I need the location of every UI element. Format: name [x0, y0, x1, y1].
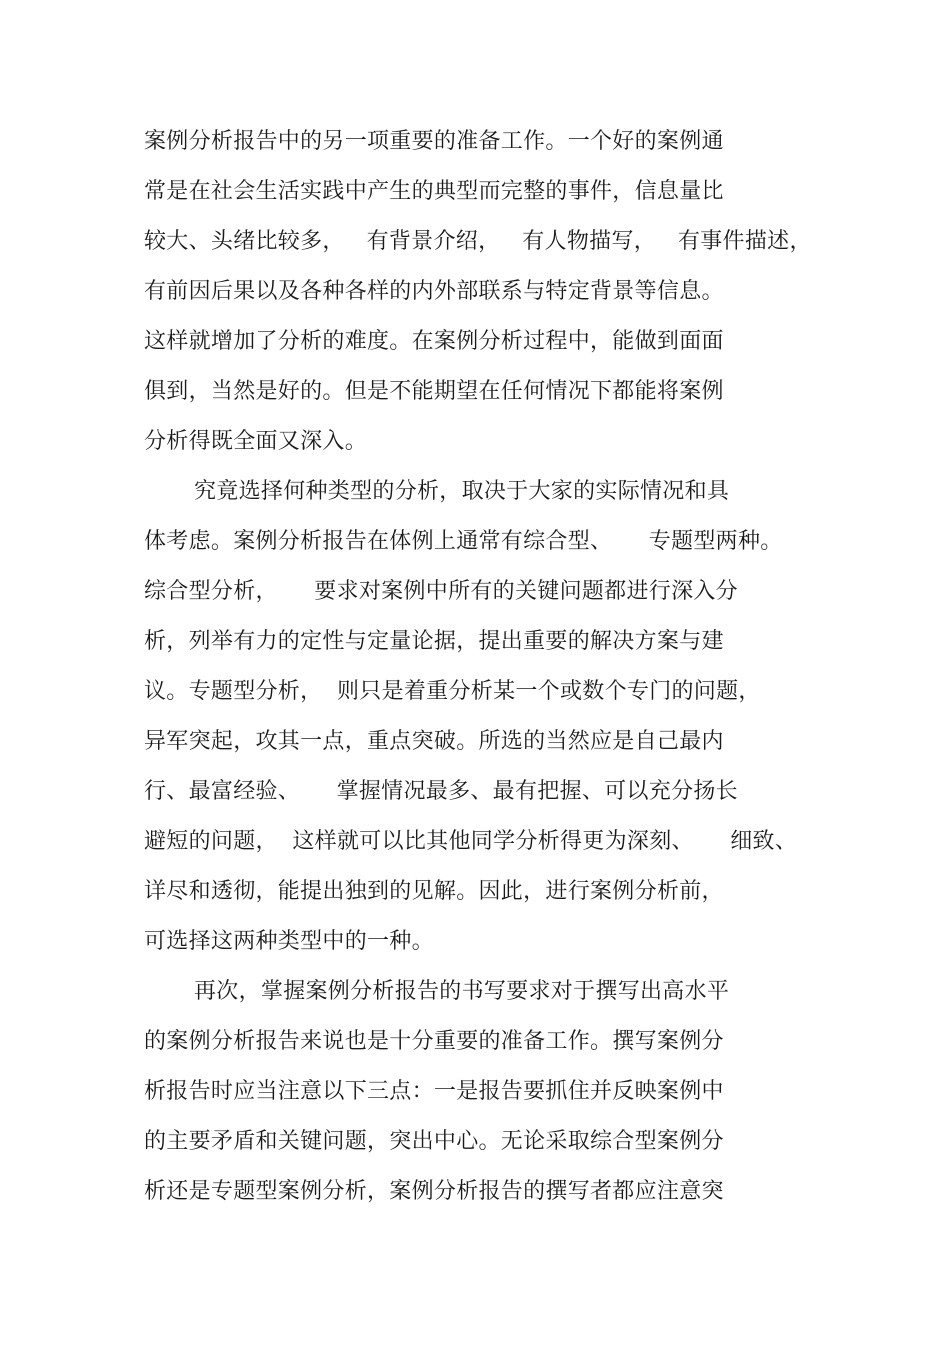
text-line: 析报告时应当注意以下三点：一是报告要抓住并反映案例中: [144, 1079, 724, 1104]
text-line: 异军突起，攻其一点，重点突破。所选的当然应是自己最内: [144, 729, 724, 754]
text-line: 体考虑。案例分析报告在体例上通常有综合型、 专题型两种。: [144, 529, 783, 554]
text-line: 析还是专题型案例分析，案例分析报告的撰写者都应注意突: [144, 1179, 724, 1204]
text-line: 分析得既全面又深入。: [144, 429, 368, 454]
text-line: 俱到，当然是好的。但是不能期望在任何情况下都能将案例: [144, 379, 724, 404]
paragraph-first-line: 再次，掌握案例分析报告的书写要求对于撰写出高水平: [194, 979, 730, 1004]
text-line: 行、最富经验、 掌握情况最多、最有把握、可以充分扬长: [144, 779, 738, 804]
text-line: 综合型分析， 要求对案例中所有的关键问题都进行深入分: [144, 579, 738, 604]
text-line: 的案例分析报告来说也是十分重要的准备工作。撰写案例分: [144, 1029, 724, 1054]
text-line: 案例分析报告中的另一项重要的准备工作。一个好的案例通: [144, 129, 724, 154]
text-line: 的主要矛盾和关键问题，突出中心。无论采取综合型案例分: [144, 1129, 724, 1154]
text-line: 详尽和透彻，能提出独到的见解。因此，进行案例分析前，: [144, 879, 724, 904]
text-line: 这样就增加了分析的难度。在案例分析过程中，能做到面面: [144, 329, 724, 354]
text-line: 较大、头绪比较多， 有背景介绍， 有人物描写， 有事件描述，: [144, 229, 812, 254]
text-line: 有前因后果以及各种各样的内外部联系与特定背景等信息。: [144, 279, 724, 304]
text-line: 析，列举有力的定性与定量论据，提出重要的解决方案与建: [144, 629, 724, 654]
text-line: 避短的问题， 这样就可以比其他同学分析得更为深刻、 细致、: [144, 829, 798, 854]
text-line: 议。专题型分析， 则只是着重分析某一个或数个专门的问题，: [144, 679, 761, 704]
text-line: 常是在社会生活实践中产生的典型而完整的事件，信息量比: [144, 179, 724, 204]
paragraph-first-line: 究竟选择何种类型的分析，取决于大家的实际情况和具: [194, 479, 730, 504]
text-line: 可选择这两种类型中的一种。: [144, 929, 434, 954]
